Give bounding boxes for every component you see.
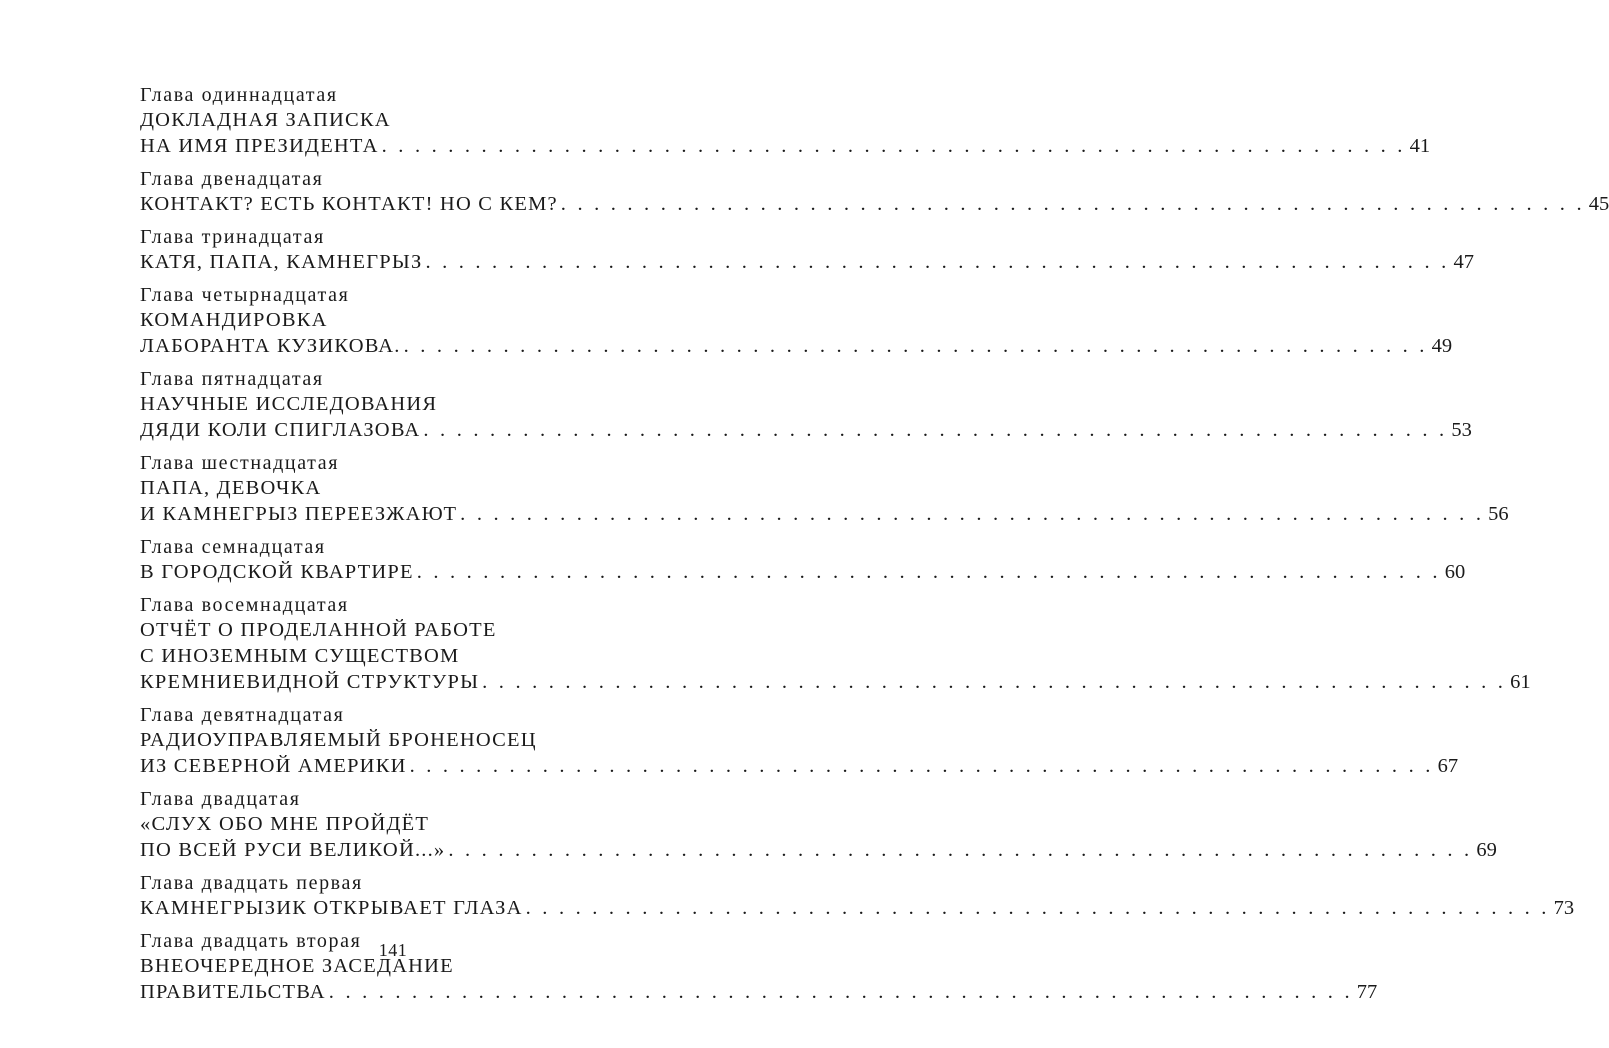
chapter-title-text: ЛАБОРАНТА КУЗИКОВА. — [140, 335, 401, 357]
toc-entry — [140, 871, 1575, 921]
chapter-label: Глава восемнадцатая — [140, 594, 349, 616]
dot-leader: . . . . . . . . . . . . . . . . . . . . . . . . . . . . . . . . . . . . . . . . . . . . . . . . . . . . . . . . . . . . . . — [328, 981, 1353, 1003]
dot-leader: . . . . . . . . . . . . . . . . . . . . . . . . . . . . . . . . . . . . . . . . . . . . . . . . . . . . . . . . . . . . . . — [560, 193, 1585, 215]
chapter-label: Глава двадцатая — [140, 788, 301, 810]
page-number: 73 — [1553, 897, 1575, 919]
toc-entry — [140, 703, 1459, 779]
chapter-title-last-line — [140, 669, 1531, 695]
chapter-title-text: В ГОРОДСКОЙ КВАРТИРЕ — [140, 561, 414, 583]
table-of-contents — [140, 83, 1609, 1005]
chapter-title-line: ВНЕОЧЕРЕДНОЕ ЗАСЕДАНИЕ — [140, 955, 454, 977]
chapter-title-last-line — [140, 133, 1431, 159]
page-number: 77 — [1356, 981, 1378, 1003]
dot-leader: . . . . . . . . . . . . . . . . . . . . . . . . . . . . . . . . . . . . . . . . . . . . . . . . . . . . . . . . . . . . . . — [403, 335, 1428, 357]
page-number: 41 — [1409, 135, 1431, 157]
chapter-label: Глава тринадцатая — [140, 226, 325, 248]
dot-leader: . . . . . . . . . . . . . . . . . . . . . . . . . . . . . . . . . . . . . . . . . . . . . . . . . . . . . . . . . . . . . . — [482, 671, 1507, 693]
chapter-title-text: ИЗ СЕВЕРНОЙ АМЕРИКИ — [140, 755, 407, 777]
dot-leader: . . . . . . . . . . . . . . . . . . . . . . . . . . . . . . . . . . . . . . . . . . . . . . . . . . . . . . . . . . . . . . — [381, 135, 1406, 157]
chapter-title-last-line — [140, 837, 1497, 863]
chapter-title-last-line — [140, 191, 1609, 217]
page-number: 69 — [1476, 839, 1497, 861]
chapter-title-line: РАДИОУПРАВЛЯЕМЫЙ БРОНЕНОСЕЦ — [140, 729, 537, 751]
chapter-title-last-line — [140, 979, 1378, 1005]
dot-leader: . . . . . . . . . . . . . . . . . . . . . . . . . . . . . . . . . . . . . . . . . . . . . . . . . . . . . . . . . . . . . . — [525, 897, 1550, 919]
dot-leader: . . . . . . . . . . . . . . . . . . . . . . . . . . . . . . . . . . . . . . . . . . . . . . . . . . . . . . . . . . . . . . — [423, 419, 1448, 441]
dot-leader: . . . . . . . . . . . . . . . . . . . . . . . . . . . . . . . . . . . . . . . . . . . . . . . . . . . . . . . . . . . . . . — [409, 755, 1434, 777]
chapter-title-last-line — [140, 559, 1466, 585]
chapter-title-line: НАУЧНЫЕ ИССЛЕДОВАНИЯ — [140, 393, 438, 415]
chapter-label: Глава пятнадцатая — [140, 368, 324, 390]
chapter-label: Глава двенадцатая — [140, 168, 324, 190]
chapter-label: Глава четырнадцатая — [140, 284, 350, 306]
page-folio-number: 141 — [378, 940, 408, 960]
page-number: 53 — [1451, 419, 1472, 441]
chapter-title-text: ДЯДИ КОЛИ СПИГЛАЗОВА — [140, 419, 421, 441]
chapter-title-text: НА ИМЯ ПРЕЗИДЕНТА — [140, 135, 379, 157]
toc-entry — [140, 535, 1466, 585]
toc-entry — [140, 83, 1431, 159]
chapter-title-last-line — [140, 333, 1453, 359]
chapter-title-line: КОМАНДИРОВКА — [140, 309, 328, 331]
chapter-title-text: КРЕМНИЕВИДНОЙ СТРУКТУРЫ — [140, 671, 480, 693]
toc-entry — [140, 451, 1509, 527]
toc-entry — [140, 167, 1609, 217]
dot-leader: . . . . . . . . . . . . . . . . . . . . . . . . . . . . . . . . . . . . . . . . . . . . . . . . . . . . . . . . . . . . . . — [425, 251, 1450, 273]
page-number: 47 — [1453, 251, 1474, 273]
chapter-title-text: КОНТАКТ? ЕСТЬ КОНТАКТ! НО С КЕМ? — [140, 193, 558, 215]
dot-leader: . . . . . . . . . . . . . . . . . . . . . . . . . . . . . . . . . . . . . . . . . . . . . . . . . . . . . . . . . . . . . . — [460, 503, 1485, 525]
chapter-label: Глава девятнадцатая — [140, 704, 345, 726]
chapter-title-text: ПО ВСЕЙ РУСИ ВЕЛИКОЙ...» — [140, 839, 446, 861]
chapter-title-line: С ИНОЗЕМНЫМ СУЩЕСТВОМ — [140, 645, 460, 667]
chapter-label: Глава двадцать вторая — [140, 930, 362, 952]
dot-leader: . . . . . . . . . . . . . . . . . . . . . . . . . . . . . . . . . . . . . . . . . . . . . . . . . . . . . . . . . . . . . . — [416, 561, 1441, 583]
chapter-label: Глава семнадцатая — [140, 536, 326, 558]
chapter-title-last-line — [140, 417, 1472, 443]
toc-entry — [140, 367, 1472, 443]
page-number: 56 — [1488, 503, 1509, 525]
page-number: 67 — [1437, 755, 1459, 777]
chapter-label: Глава одиннадцатая — [140, 84, 338, 106]
dot-leader: . . . . . . . . . . . . . . . . . . . . . . . . . . . . . . . . . . . . . . . . . . . . . . . . . . . . . . . . . . . . . . — [448, 839, 1473, 861]
toc-entry — [140, 593, 1531, 695]
chapter-title-last-line — [140, 501, 1509, 527]
page-number: 60 — [1444, 561, 1466, 583]
chapter-title-text: И КАМНЕГРЫЗ ПЕРЕЕЗЖАЮТ — [140, 503, 458, 525]
chapter-title-line: ОТЧЁТ О ПРОДЕЛАННОЙ РАБОТЕ — [140, 619, 497, 641]
chapter-title-last-line — [140, 895, 1575, 921]
chapter-title-text: ПРАВИТЕЛЬСТВА — [140, 981, 326, 1003]
toc-entry — [140, 787, 1497, 863]
page-number: 45 — [1588, 193, 1609, 215]
page-number: 49 — [1431, 335, 1453, 357]
chapter-label: Глава двадцать первая — [140, 872, 363, 894]
chapter-title-line: ДОКЛАДНАЯ ЗАПИСКА — [140, 109, 391, 131]
chapter-label: Глава шестнадцатая — [140, 452, 340, 474]
toc-entry — [140, 283, 1453, 359]
toc-entry — [140, 225, 1474, 275]
chapter-title-last-line — [140, 249, 1474, 275]
chapter-title-text: КАТЯ, ПАПА, КАМНЕГРЫЗ — [140, 251, 423, 273]
page-number: 61 — [1510, 671, 1531, 693]
chapter-title-text: КАМНЕГРЫЗИК ОТКРЫВАЕТ ГЛАЗА — [140, 897, 523, 919]
chapter-title-line: «СЛУХ ОБО МНЕ ПРОЙДЁТ — [140, 813, 430, 835]
chapter-title-last-line — [140, 753, 1459, 779]
chapter-title-line: ПАПА, ДЕВОЧКА — [140, 477, 322, 499]
